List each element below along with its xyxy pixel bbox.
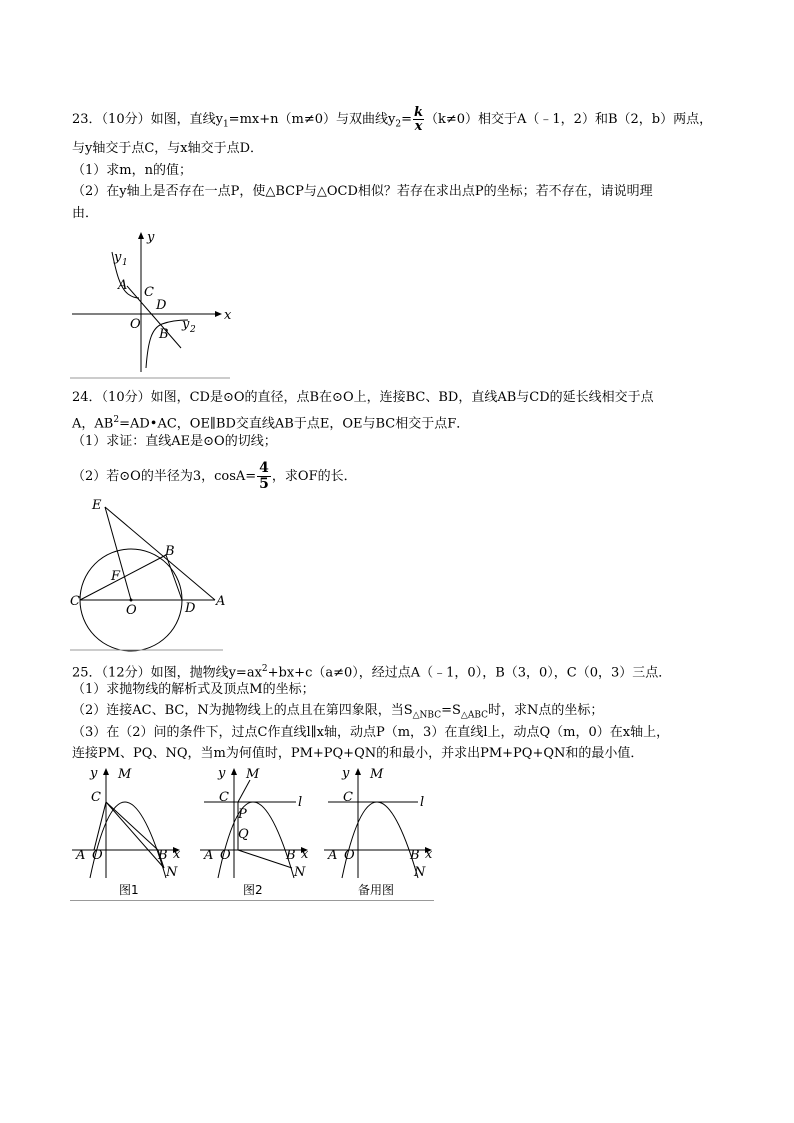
q23-line-1: 23．（10分）如图，直线$y_1=mx+n(m\ne 0)$与双曲线$y_2=$ $\frac{k}{x}$ （k≠0）相交于A（﹣1，2）和B（2，b）两点， <box>72 105 713 134</box>
label-B: B <box>286 848 296 863</box>
label-y: y <box>90 766 98 781</box>
label-Q: Q <box>238 827 249 842</box>
line-BD <box>166 555 182 600</box>
label-N: N <box>294 865 306 880</box>
label-y: y <box>218 766 226 781</box>
q23-line-5: 由． <box>72 206 99 221</box>
label-x-axis: x <box>224 308 232 323</box>
label-N: N <box>166 865 178 880</box>
label-A: A <box>76 848 86 863</box>
label-F: F <box>111 569 121 584</box>
line-QN <box>238 850 292 868</box>
label-C: C <box>343 790 353 805</box>
q25-figure-spare <box>322 766 448 902</box>
label-C: C <box>91 790 101 805</box>
label-y2-sub: 2 <box>190 325 196 335</box>
label-O: O <box>344 848 355 863</box>
label-B: B <box>159 327 169 342</box>
label-M: M <box>370 767 384 782</box>
q24-line-1: 24．（10分）如图，CD是⊙O的直径，点B在⊙O上，连接BC、BD，直线AB与CD的延长线相交于点 <box>72 390 654 405</box>
line-BC <box>80 555 166 600</box>
label-O: O <box>130 317 141 332</box>
line-EA <box>105 507 215 600</box>
q25-figure-2 <box>198 766 324 902</box>
label-A: A <box>118 278 128 293</box>
label-O: O <box>126 603 137 618</box>
q23-line-2: 与y轴交于点C，与x轴交于点D． <box>72 141 264 156</box>
label-N: N <box>414 865 426 880</box>
q24-figure <box>65 495 235 653</box>
label-M: M <box>118 767 132 782</box>
y-axis-arrow <box>103 768 109 775</box>
line-PM <box>238 780 250 802</box>
center-dot <box>130 599 133 602</box>
label-x: x <box>301 847 309 862</box>
y-axis-arrow <box>138 232 144 239</box>
caption-spare: 备用图 <box>358 883 395 897</box>
parabola <box>218 802 294 878</box>
label-A: A <box>216 594 226 609</box>
label-x: x <box>173 847 181 862</box>
parabola <box>90 802 166 878</box>
q25-line-3: （2）连接AC、BC，N为抛物线上的点且在第四象限，当$S_{\triangle NBC}=S_{\triangle ABC}$时，求N点的坐标； <box>72 703 604 721</box>
q24-line-2: A，$AB^2=AD•AC$，OE∥BD交直线AB于点E，OE与BC相交于点F． <box>72 415 470 432</box>
q23-line-4: （2）在y轴上是否存在一点P，使△BCP与△OCD相似？若存在求出点P的坐标；若不存在，请说明理 <box>72 184 653 199</box>
parabola <box>342 802 418 878</box>
k-over-x-fraction: $\frac{k}{x}$ <box>413 105 423 134</box>
label-D: D <box>185 601 196 616</box>
label-l: l <box>420 795 425 810</box>
y-axis-arrow <box>355 768 361 775</box>
label-C: C <box>144 285 154 300</box>
label-P: P <box>238 807 247 822</box>
label-y1-sub: 1 <box>122 258 128 268</box>
q23-line-3: （1）求m，n的值； <box>72 163 192 178</box>
four-fifths-fraction: $\frac{4}{5}$ <box>259 460 269 492</box>
label-y2: y <box>182 317 190 332</box>
q25-line-2: （1）求抛物线的解析式及顶点M的坐标； <box>72 682 315 697</box>
label-D: D <box>156 298 167 313</box>
q25-figure-rule <box>70 900 434 901</box>
q25-line-5: 连接PM、PQ、NQ，当m为何值时，PM+PQ+QN的和最小，并求出PM+PQ+QN和的最小值． <box>72 746 644 761</box>
label-y1: y <box>114 250 122 265</box>
label-y: y <box>342 766 350 781</box>
label-B: B <box>165 544 175 559</box>
y-axis-arrow <box>231 768 237 775</box>
q25-line-1: 25．（12分）如图，抛物线$y=ax^2+bx+c(a\ne 0)$，经过点A（﹣1，0），B（3，0），C（0，3）三点． <box>72 664 672 681</box>
label-A: A <box>328 848 338 863</box>
label-C: C <box>70 594 80 609</box>
label-B: B <box>158 848 168 863</box>
x-axis-arrow <box>215 311 222 317</box>
q25-figure-1 <box>70 766 196 902</box>
label-l: l <box>298 795 303 810</box>
label-y-axis: y <box>147 230 155 245</box>
caption-fig2: 图2 <box>243 883 263 897</box>
label-O: O <box>92 848 103 863</box>
label-C: C <box>219 790 229 805</box>
label-O: O <box>220 848 231 863</box>
q25-line-4: （3）在（2）问的条件下，过点C作直线l∥x轴，动点P（m，3）在直线l上，动点Q（m，0）在x轴上， <box>72 725 670 740</box>
label-M: M <box>246 767 260 782</box>
line-CB <box>106 802 158 850</box>
line-CN <box>106 802 164 868</box>
label-A: A <box>204 848 214 863</box>
q24-line-4: （2）若⊙O的半径为3，cosA= $\frac{4}{5}$ ，求OF的长． <box>72 460 357 492</box>
q23-figure <box>70 228 240 380</box>
label-B: B <box>410 848 420 863</box>
q24-line-3: （1）求证：直线AE是⊙O的切线； <box>72 434 277 449</box>
label-E: E <box>92 498 102 513</box>
caption-fig1: 图1 <box>119 883 139 897</box>
label-x: x <box>425 847 433 862</box>
